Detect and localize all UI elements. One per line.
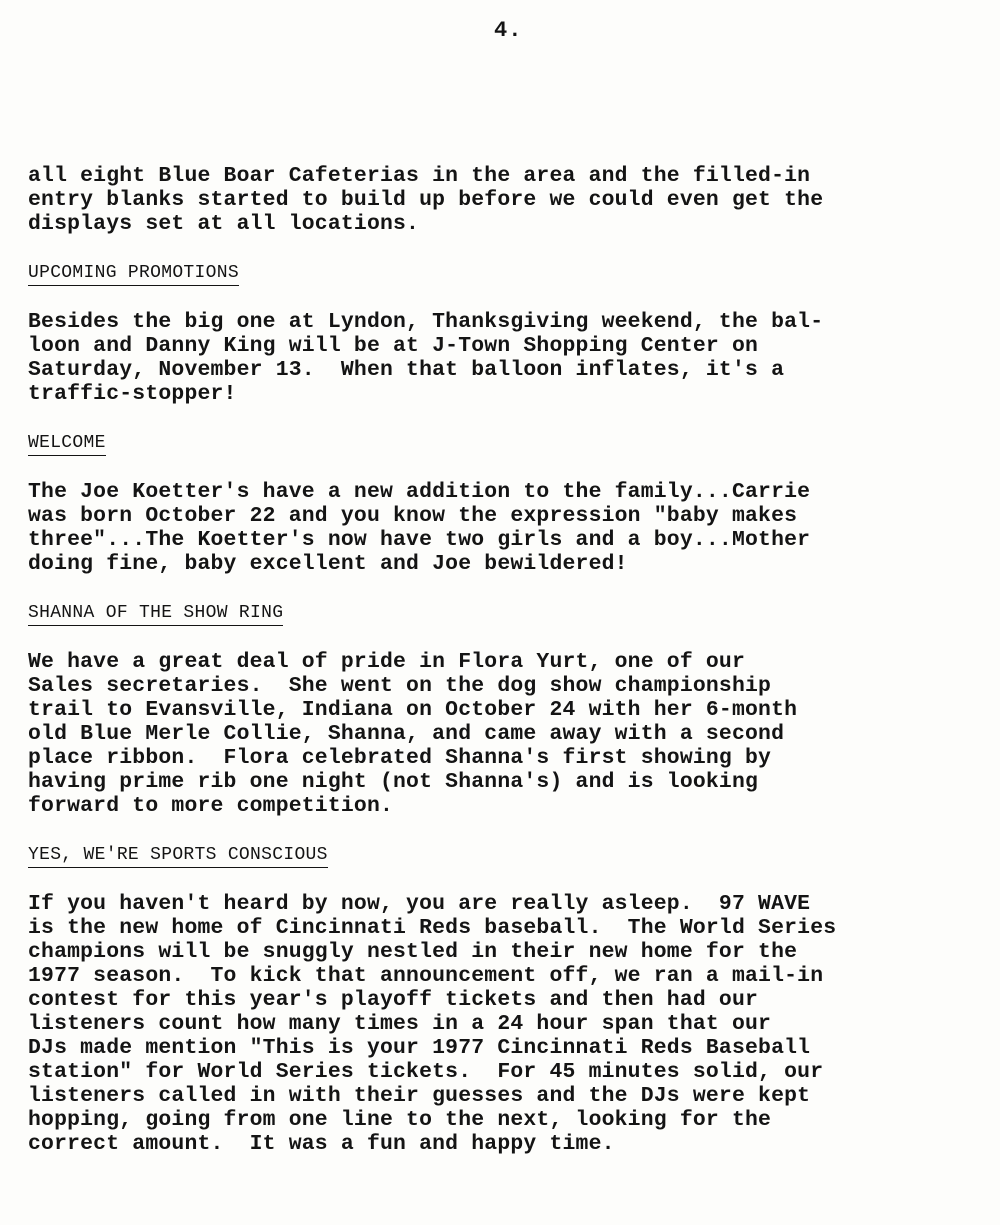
section-heading: WELCOME bbox=[28, 432, 106, 456]
text-line: having prime rib one night (not Shanna's) and is looking bbox=[28, 770, 759, 794]
text-line: displays set at all locations. bbox=[28, 212, 420, 236]
text-line: contest for this year's playoff tickets and then had our bbox=[28, 988, 759, 1012]
text-line: correct amount. It was a fun and happy time. bbox=[28, 1132, 615, 1156]
text-line: Saturday, November 13. When that balloon inflates, it's a bbox=[28, 358, 785, 382]
text-line: old Blue Merle Collie, Shanna, and came away with a second bbox=[28, 722, 785, 746]
page-content bbox=[28, 164, 968, 1156]
text-line: doing fine, baby excellent and Joe bewildered! bbox=[28, 552, 628, 576]
text-line: Besides the big one at Lyndon, Thanksgiving weekend, the bal- bbox=[28, 310, 824, 334]
text-line: hopping, going from one line to the next, looking for the bbox=[28, 1108, 772, 1132]
section-shanna-of-the-show-ring bbox=[28, 602, 968, 818]
text-line: was born October 22 and you know the expression "baby makes bbox=[28, 504, 798, 528]
text-line: three"...The Koetter's now have two girls and a boy...Mother bbox=[28, 528, 811, 552]
text-line: entry blanks started to build up before we could even get the bbox=[28, 188, 824, 212]
text-line: trail to Evansville, Indiana on October 24 with her 6-month bbox=[28, 698, 798, 722]
text-line: champions will be snuggly nestled in their new home for the bbox=[28, 940, 798, 964]
section-heading: YES, WE'RE SPORTS CONSCIOUS bbox=[28, 844, 328, 868]
section-welcome bbox=[28, 432, 968, 576]
section-heading: SHANNA OF THE SHOW RING bbox=[28, 602, 283, 626]
text-line: If you haven't heard by now, you are really asleep. 97 WAVE bbox=[28, 892, 811, 916]
text-line: place ribbon. Flora celebrated Shanna's first showing by bbox=[28, 746, 772, 770]
text-line: all eight Blue Boar Cafeterias in the area and the filled-in bbox=[28, 164, 811, 188]
section-sports-conscious bbox=[28, 844, 968, 1156]
section-upcoming-promotions bbox=[28, 262, 968, 406]
text-line: 1977 season. To kick that announcement off, we ran a mail-in bbox=[28, 964, 824, 988]
page-number: 4. bbox=[494, 18, 523, 43]
section-body bbox=[28, 650, 968, 818]
text-line: station" for World Series tickets. For 45 minutes solid, our bbox=[28, 1060, 824, 1084]
section-body bbox=[28, 892, 968, 1156]
text-line: Sales secretaries. She went on the dog show championship bbox=[28, 674, 772, 698]
text-line: DJs made mention "This is your 1977 Cincinnati Reds Baseball bbox=[28, 1036, 811, 1060]
text-line: The Joe Koetter's have a new addition to the family...Carrie bbox=[28, 480, 811, 504]
text-line: forward to more competition. bbox=[28, 794, 394, 818]
text-line: We have a great deal of pride in Flora Yurt, one of our bbox=[28, 650, 746, 674]
text-line: is the new home of Cincinnati Reds baseball. The World Series bbox=[28, 916, 837, 940]
section-heading: UPCOMING PROMOTIONS bbox=[28, 262, 239, 286]
text-line: traffic-stopper! bbox=[28, 382, 237, 406]
section-body bbox=[28, 480, 968, 576]
text-line: listeners count how many times in a 24 hour span that our bbox=[28, 1012, 772, 1036]
section-body bbox=[28, 310, 968, 406]
intro-paragraph bbox=[28, 164, 968, 236]
text-line: listeners called in with their guesses and the DJs were kept bbox=[28, 1084, 811, 1108]
text-line: loon and Danny King will be at J-Town Shopping Center on bbox=[28, 334, 759, 358]
